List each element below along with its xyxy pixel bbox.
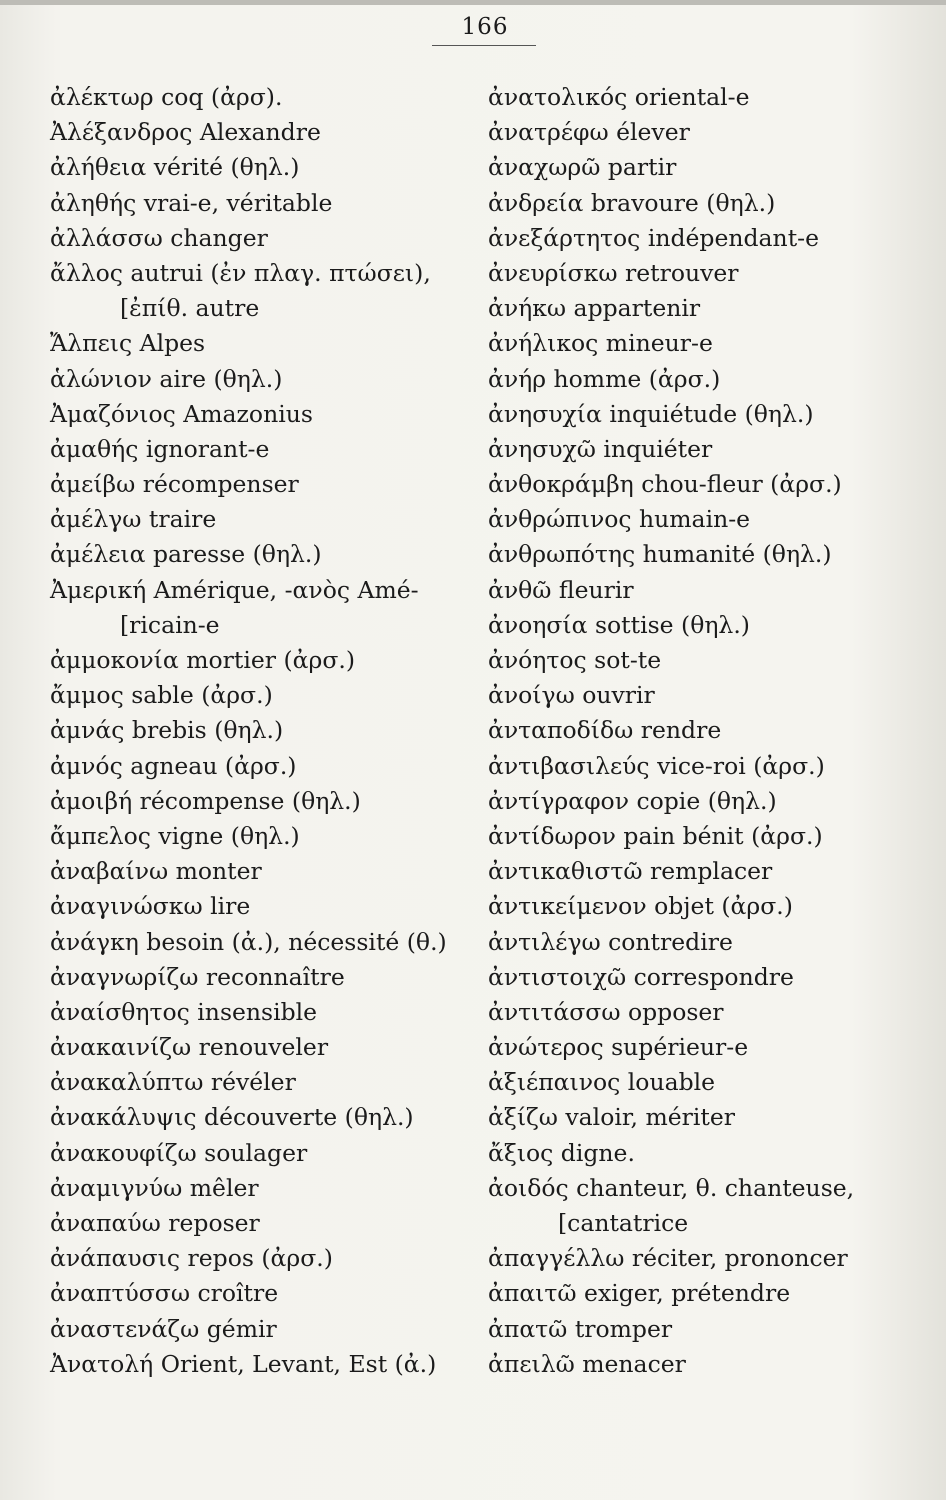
dictionary-entry: ἀνδρεία bravoure (θηλ.) — [488, 188, 776, 217]
header-rule — [432, 45, 536, 46]
dictionary-entry: ἀνατολικός oriental-e — [488, 83, 750, 111]
dictionary-entry: ἄμμος sable (ἀρσ.) — [50, 681, 273, 710]
dictionary-entry: ἀναγνωρίζω reconnaître — [50, 962, 345, 991]
dictionary-entry: ἀντίγραφον copie (θηλ.) — [488, 786, 777, 815]
dictionary-entry: ἀνησυχία inquiétude (θηλ.) — [488, 399, 814, 428]
dictionary-entry: ἀντιλέγω contredire — [488, 927, 733, 956]
dictionary-entry: ἀνάπαυσις repos (ἀρσ.) — [50, 1244, 333, 1273]
dictionary-entry: ἀλέκτωρ coq (ἀρσ). — [50, 83, 283, 111]
dictionary-entry: ἀναμιγνύω mêler — [50, 1173, 259, 1202]
dictionary-entry: ἀπατῶ tromper — [488, 1314, 673, 1343]
dictionary-entry: ἀνθρωπότης humanité (θηλ.) — [488, 540, 832, 569]
dictionary-entry: ἀμοιβή récompense (θηλ.) — [50, 786, 361, 815]
dictionary-entry: Ἄλπεις Alpes — [50, 329, 206, 358]
dictionary-entry: ἀναίσθητος insensible — [50, 997, 318, 1026]
dictionary-entry: ἀναβαίνω monter — [50, 857, 262, 886]
dictionary-entry: ἀνατρέφω élever — [488, 118, 690, 147]
dictionary-entry: ἀνευρίσκω retrouver — [488, 258, 739, 287]
dictionary-entry: ἀνθρώπινος humain-e — [488, 505, 751, 534]
dictionary-entry: ἀληθής vrai-e, véritable — [50, 188, 333, 217]
dictionary-entry: ἄλλος autrui (ἐν πλαγ. πτώσει), — [50, 258, 431, 287]
dictionary-entry: ἀπειλῶ menacer — [488, 1349, 686, 1378]
dictionary-entry: Ἀλέξανδρος Alexandre — [50, 118, 321, 147]
entry-continuation: [cantatrice — [558, 1209, 689, 1237]
dictionary-entry: ἀξιέπαινος louable — [488, 1068, 716, 1097]
page-top-edge — [0, 0, 946, 5]
dictionary-entry: ἀμαθής ignorant-e — [50, 434, 270, 463]
dictionary-entry: ἀξίζω valoir, mériter — [488, 1103, 735, 1132]
dictionary-entry: Ἀμαζόνιος Amazonius — [50, 399, 313, 428]
dictionary-entry: ἀνακαλύπτω révéler — [50, 1068, 296, 1097]
dictionary-entry: ἀνάγκη besoin (ἀ.), nécessité (θ.) — [50, 927, 447, 956]
dictionary-entry: ἁλώνιον aire (θηλ.) — [50, 364, 283, 393]
dictionary-entry: ἀνακουφίζω soulager — [50, 1138, 308, 1167]
dictionary-entry: ἀνακάλυψις découverte (θηλ.) — [50, 1103, 414, 1132]
dictionary-entry: ἀντιστοιχῶ correspondre — [488, 962, 794, 991]
dictionary-entry: ἀμείβω récompenser — [50, 470, 299, 499]
dictionary-entry: ἀμέλεια paresse (θηλ.) — [50, 540, 322, 569]
dictionary-entry: ἀοιδός chanteur, θ. chanteuse, — [488, 1173, 855, 1202]
page-number: 166 — [461, 14, 509, 40]
left-column — [50, 80, 475, 1382]
dictionary-entry: ἀμνός agneau (ἀρσ.) — [50, 751, 297, 780]
dictionary-entry: ἀναστενάζω gémir — [50, 1314, 277, 1343]
dictionary-entry: ἀναπαύω reposer — [50, 1209, 260, 1237]
dictionary-entry: ἀνοησία sottise (θηλ.) — [488, 610, 750, 639]
dictionary-entry: ἀναγινώσκω lire — [50, 892, 251, 921]
dictionary-entry: ἀνησυχῶ inquiéter — [488, 434, 713, 463]
dictionary-entry: ἀλήθεια vérité (θηλ.) — [50, 153, 300, 182]
dictionary-entry: ἄμπελος vigne (θηλ.) — [50, 821, 300, 850]
right-column — [488, 80, 928, 1382]
dictionary-entry: ἄξιος digne. — [488, 1138, 635, 1167]
dictionary-entry: ἀμέλγω traire — [50, 505, 217, 534]
dictionary-entry: ἀνακαινίζω renouveler — [50, 1033, 329, 1062]
dictionary-entry: ἀνοίγω ouvrir — [488, 681, 655, 710]
dictionary-entry: ἀνήλικος mineur-e — [488, 329, 713, 358]
dictionary-entry: ἀντικείμενον objet (ἀρσ.) — [488, 892, 793, 921]
dictionary-entry: ἀνθοκράμβη chou-fleur (ἀρσ.) — [488, 470, 842, 499]
dictionary-entry: ἀναχωρῶ partir — [488, 153, 677, 182]
dictionary-entry: ἀντιτάσσω opposer — [488, 997, 724, 1026]
dictionary-entry: ἀνήρ homme (ἀρσ.) — [488, 364, 721, 393]
dictionary-entry: ἀπαγγέλλω réciter, prononcer — [488, 1244, 848, 1273]
dictionary-entry: ἀπαιτῶ exiger, prétendre — [488, 1279, 791, 1308]
dictionary-entry: ἀντιβασιλεύς vice-roi (ἀρσ.) — [488, 751, 825, 780]
dictionary-entry: Ἀμερική Amérique, -ανὸς Amé- — [50, 575, 419, 604]
dictionary-entry: ἀνταποδίδω rendre — [488, 716, 722, 745]
dictionary-entry: ἀνθῶ fleurir — [488, 575, 634, 604]
dictionary-entry: ἀνήκω appartenir — [488, 294, 701, 323]
dictionary-entry: ἀναπτύσσω croître — [50, 1279, 279, 1308]
dictionary-entry: ἀνόητος sot-te — [488, 646, 662, 674]
dictionary-entry: Ἀνατολή Orient, Levant, Est (ἀ.) — [50, 1349, 437, 1378]
dictionary-entry: ἀνεξάρτητος indépendant-e — [488, 223, 819, 252]
entry-continuation: [ricain-e — [120, 610, 220, 639]
dictionary-entry: ἀμμοκονία mortier (ἀρσ.) — [50, 646, 356, 674]
dictionary-entry: ἀνώτερος supérieur-e — [488, 1033, 749, 1062]
dictionary-entry: ἀντικαθιστῶ remplacer — [488, 857, 773, 886]
entry-continuation: [ἐπίθ. autre — [120, 294, 260, 323]
dictionary-entry: ἀντίδωρον pain bénit (ἀρσ.) — [488, 821, 823, 850]
dictionary-entry: ἀλλάσσω changer — [50, 223, 268, 252]
dictionary-entry: ἀμνάς brebis (θηλ.) — [50, 716, 284, 745]
